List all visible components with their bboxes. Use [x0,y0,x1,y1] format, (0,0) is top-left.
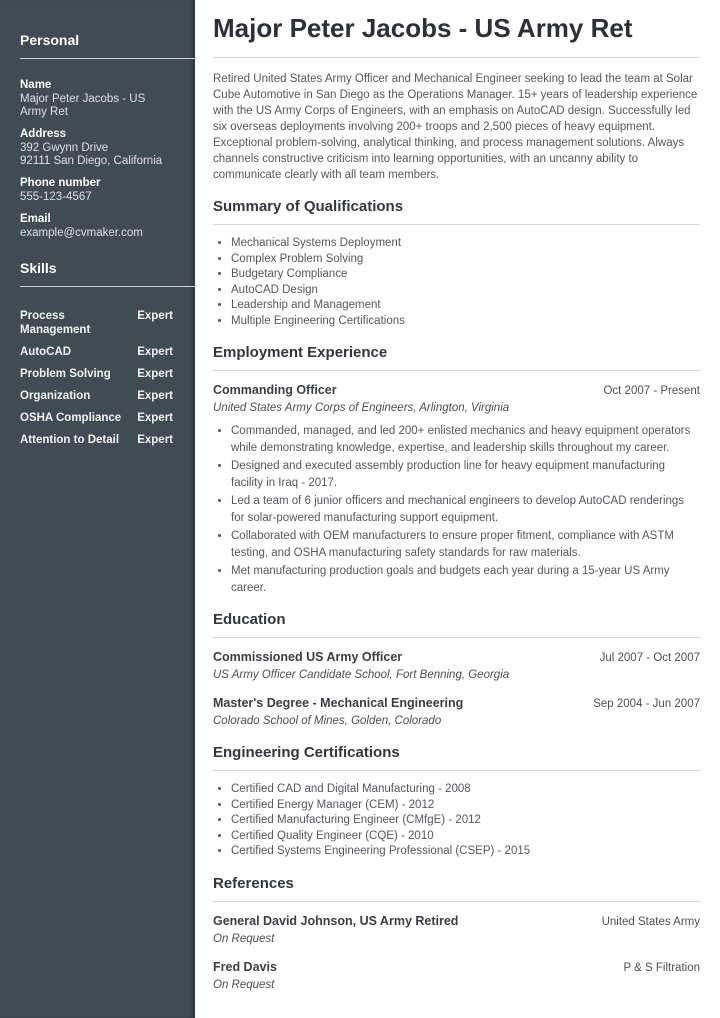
page-title: Major Peter Jacobs - US Army Ret [213,13,633,43]
list-item: • Mechanical Systems Deployment [231,236,700,252]
list-item: • Certified Quality Engineer (CQE) - 2010 [231,829,700,845]
section-divider [213,637,700,638]
section-divider [213,370,700,371]
field-value: 392 Gwynn Drive [20,142,109,154]
reference-company: P & S Filtration [623,961,700,974]
personal-field-address [20,128,173,168]
education-header [213,649,700,666]
skill-level: Expert [137,434,173,446]
section-employment [213,344,700,596]
personal-field-phone [20,177,173,204]
job-bullet-list [215,423,700,596]
skill-level: Expert [137,368,173,380]
section-heading: Education [213,611,286,628]
list-item: • Certified CAD and Digital Manufacturing - 2008 [231,782,700,798]
skill-level: Expert [137,390,173,402]
certifications-list [215,782,700,860]
education-dates: Jul 2007 - Oct 2007 [599,652,700,664]
list-item: • Budgetary Compliance [231,267,700,283]
sidebar-divider [20,58,195,59]
list-item: • AutoCAD Design [231,283,700,299]
skill-row [20,411,173,425]
list-item: • Certified Systems Engineering Professional (CSEP) - 2015 [231,844,700,860]
list-item: • Led a team of 6 junior officers and mechanical engineers to develop AutoCAD renderings for solar-powered manufacturing support equipment. [231,493,700,526]
school-name: Colorado School of Mines, Golden, Colorado [213,715,442,727]
section-qualifications [213,198,700,329]
list-item: • Designed and executed assembly production line for heavy equipment manufacturing facility in Iraq - 2017. [231,458,700,491]
job-employer: United States Army Corps of Engineers, Arlington, Virginia [213,402,510,414]
job-header [213,382,700,399]
list-item: • Collaborated with OEM manufacturers to ensure proper fitment, compliance with ASTM testing, and OSHA manufacturing safety standards for raw materials. [231,528,700,561]
section-divider [213,770,700,771]
reference-header [213,959,700,976]
skills-section [20,260,173,447]
section-divider [213,901,700,902]
skill-name: AutoCAD [20,346,72,358]
skills-section-heading: Skills [20,260,57,276]
section-heading: References [213,874,294,892]
skill-level: Expert [137,412,173,424]
skill-name: OSHA Compliance [20,412,122,424]
skill-row [20,433,173,447]
job-entry [213,382,700,596]
main-content [195,0,720,1018]
skill-row [20,389,173,403]
list-item: • Complex Problem Solving [231,252,700,268]
school-name: US Army Officer Candidate School, Fort Benning, Georgia [213,669,510,681]
field-label: Email [20,213,51,225]
reference-name: General David Johnson, US Army Retired [213,913,459,928]
skill-name: Attention to Detail [20,434,120,446]
skill-level: Expert [137,310,173,322]
skill-row [20,345,173,359]
section-divider [213,224,700,225]
list-item: • Multiple Engineering Certifications [231,314,700,330]
reference-company: United States Army [601,915,700,928]
field-value: 555-123-4567 [20,191,92,203]
section-heading: Employment Experience [213,344,388,361]
qualifications-list [215,236,700,329]
job-dates: Oct 2007 - Present [603,385,700,397]
field-value: 92111 San Diego, California [20,155,163,167]
job-title: Commanding Officer [213,383,337,397]
skill-name: Process Management [20,310,91,336]
education-dates: Sep 2004 - Jun 2007 [593,698,700,710]
education-header [213,695,700,712]
education-entry [213,695,700,729]
section-education [213,611,700,729]
list-item: • Met manufacturing production goals and budgets each year during a 15-year US Army career. [231,563,700,596]
degree-title: Master's Degree - Mechanical Engineering [213,696,464,710]
degree-title: Commissioned US Army Officer [213,650,403,664]
list-item: • Certified Manufacturing Engineer (CMfgE) - 2012 [231,813,700,829]
field-label: Name [20,79,52,91]
reference-header [213,913,700,930]
skill-name: Problem Solving [20,368,111,380]
list-item: • Certified Energy Manager (CEM) - 2012 [231,798,700,814]
field-label: Address [20,128,67,140]
section-heading: Summary of Qualifications [213,198,404,215]
personal-section-heading: Personal [20,32,80,48]
list-item: • Leadership and Management [231,298,700,314]
reference-note: On Request [213,932,275,945]
section-heading: Engineering Certifications [213,744,400,761]
sidebar-divider [20,286,195,287]
section-divider [213,57,700,58]
list-item: • Commanded, managed, and led 200+ enlisted mechanics and heavy equipment operators while demonstrating knowledge, expertise, and leadership skills throughout my career. [231,423,700,456]
skill-row [20,367,173,381]
personal-field-name [20,79,173,119]
field-value: Major Peter Jacobs - US Army Ret [20,93,146,118]
reference-entry [213,913,700,947]
skill-level: Expert [137,346,173,358]
reference-entry [213,959,700,993]
field-label: Phone number [20,177,101,189]
skill-row [20,309,173,337]
field-value: example@cvmaker.com [20,227,143,239]
reference-name: Fred Davis [213,959,277,974]
reference-note: On Request [213,978,275,991]
section-certifications [213,744,700,860]
section-references [213,875,700,993]
sidebar [0,0,195,1018]
education-entry [213,649,700,683]
personal-field-email [20,213,173,240]
skill-name: Organization [20,390,91,402]
profile-summary: Retired United States Army Officer and Mechanical Engineer seeking to lead the team at Solar Cube Automotive in San Diego as the Operations Manager. 15+ years of leadership experience with the US Army Corps of Engineers, with an emphasis on AutoCAD design. Successfully led six overseas deployments involving 200+ troops and 2,500 pieces of heavy equipment. Exceptional problem-solving, analytical thinking, and process management solutions. Always channels constructive criticism into learning opportunities, with an uncanny ability to communicate clearly with all team members. [213,73,698,181]
